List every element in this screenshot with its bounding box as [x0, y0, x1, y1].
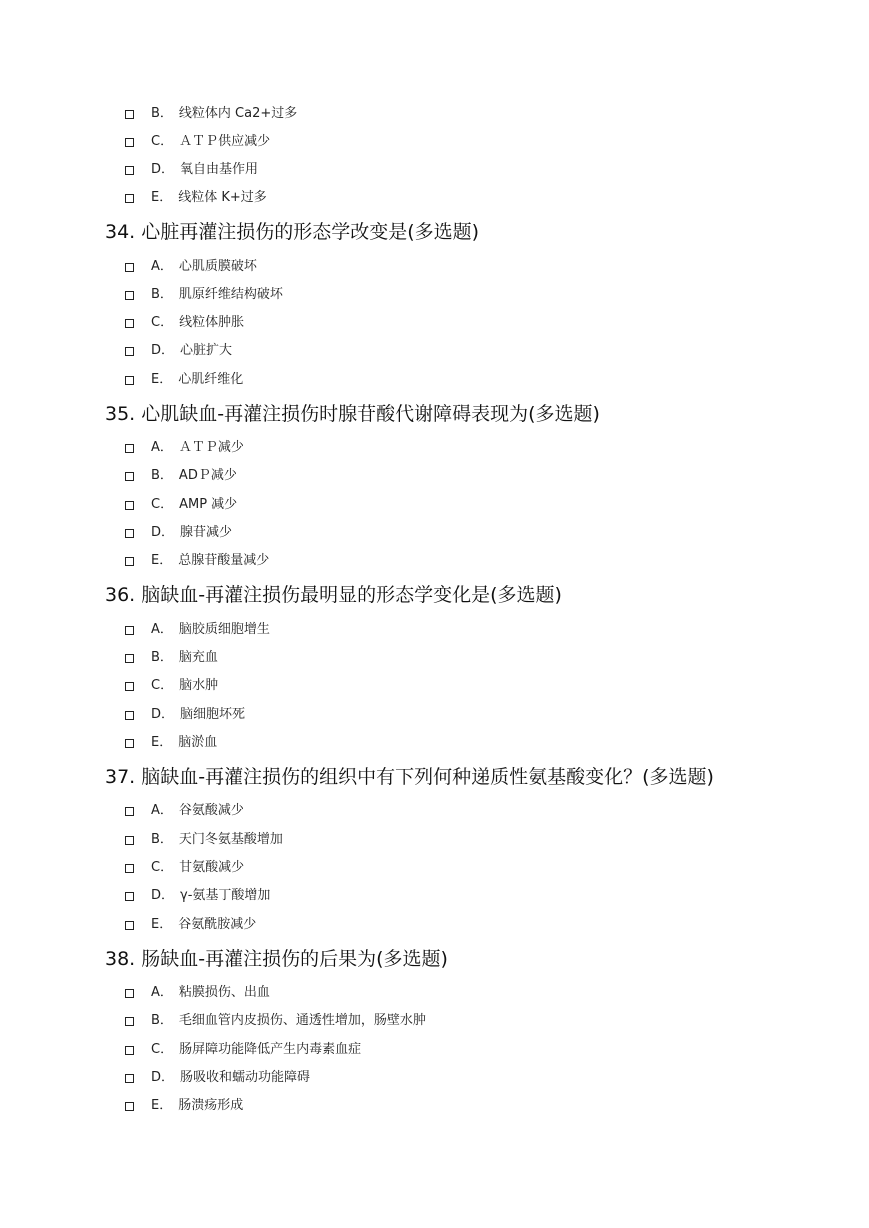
option-letter: E．	[151, 917, 173, 932]
option-letter: A．	[151, 622, 173, 637]
option-text: 腺苷减少	[180, 525, 233, 540]
checkbox-icon[interactable]	[125, 444, 134, 453]
option-letter: D．	[151, 707, 175, 722]
checkbox-icon[interactable]	[125, 110, 134, 119]
checkbox-icon[interactable]	[125, 682, 134, 691]
checkbox-icon[interactable]	[125, 263, 134, 272]
option-letter: E．	[151, 1098, 173, 1113]
option-e[interactable]	[125, 370, 243, 390]
option-text: 心肌质膜破坏	[178, 259, 257, 274]
checkbox-icon[interactable]	[125, 626, 134, 635]
option-text: 脑淤血	[178, 735, 218, 750]
option-d[interactable]	[125, 160, 258, 180]
checkbox-icon[interactable]	[125, 654, 134, 663]
checkbox-icon[interactable]	[125, 291, 134, 300]
option-e[interactable]	[125, 733, 217, 753]
option-a[interactable]	[125, 801, 244, 821]
option-text: 脑胶质细胞增生	[178, 622, 270, 637]
checkbox-icon[interactable]	[125, 194, 134, 203]
option-letter: B．	[151, 1013, 173, 1028]
option-text: 肠溃疡形成	[178, 1098, 244, 1113]
option-text: ＡＴＰ减少	[178, 440, 244, 455]
option-text: 脑水肿	[179, 678, 219, 693]
checkbox-icon[interactable]	[125, 711, 134, 720]
option-text: 毛细血管内皮损伤、通透性增加，肠壁水肿	[178, 1013, 426, 1028]
checkbox-icon[interactable]	[125, 892, 134, 901]
option-a[interactable]	[125, 438, 244, 458]
option-text: ADＰ减少	[178, 468, 237, 483]
checkbox-icon[interactable]	[125, 1074, 134, 1083]
option-letter: E．	[151, 735, 173, 750]
option-text: 谷氨酰胺减少	[178, 917, 257, 932]
checkbox-icon[interactable]	[125, 319, 134, 328]
option-letter: A．	[151, 985, 173, 1000]
checkbox-icon[interactable]	[125, 347, 134, 356]
option-text: 心肌纤维化	[178, 372, 244, 387]
option-letter: C．	[151, 1042, 174, 1057]
option-c[interactable]	[125, 1040, 361, 1060]
option-b[interactable]	[125, 1011, 426, 1031]
option-text: γ-氨基丁酸增加	[180, 888, 271, 903]
option-letter: D．	[151, 888, 175, 903]
option-letter: B．	[151, 650, 173, 665]
option-letter: B．	[151, 287, 173, 302]
option-letter: C．	[151, 678, 174, 693]
checkbox-icon[interactable]	[125, 501, 134, 510]
checkbox-icon[interactable]	[125, 739, 134, 748]
option-c[interactable]	[125, 495, 237, 515]
option-d[interactable]	[125, 886, 270, 906]
checkbox-icon[interactable]	[125, 472, 134, 481]
option-b[interactable]	[125, 830, 283, 850]
checkbox-icon[interactable]	[125, 557, 134, 566]
option-text: 粘膜损伤、出血	[178, 985, 270, 1000]
option-letter: D．	[151, 1070, 175, 1085]
question-35-title: 35. 心肌缺血-再灌注损伤时腺苷酸代谢障碍表现为(多选题)	[105, 403, 600, 425]
option-letter: C．	[151, 134, 174, 149]
option-text: 总腺苷酸量减少	[178, 553, 270, 568]
option-a[interactable]	[125, 983, 270, 1003]
checkbox-icon[interactable]	[125, 166, 134, 175]
option-letter: D．	[151, 162, 175, 177]
option-letter: D．	[151, 525, 175, 540]
checkbox-icon[interactable]	[125, 864, 134, 873]
option-b[interactable]	[125, 466, 237, 486]
option-text: 线粒体 K+过多	[178, 190, 267, 205]
question-34-title: 34. 心脏再灌注损伤的形态学改变是(多选题)	[105, 221, 480, 243]
checkbox-icon[interactable]	[125, 836, 134, 845]
option-c[interactable]	[125, 132, 270, 152]
option-d[interactable]	[125, 341, 232, 361]
option-c[interactable]	[125, 858, 244, 878]
option-e[interactable]	[125, 551, 269, 571]
option-letter: E．	[151, 553, 173, 568]
option-d[interactable]	[125, 705, 245, 725]
checkbox-icon[interactable]	[125, 529, 134, 538]
option-text: 天门冬氨基酸增加	[178, 832, 283, 847]
checkbox-icon[interactable]	[125, 1046, 134, 1055]
option-text: 线粒体内 Ca2+过多	[178, 106, 298, 121]
option-letter: E．	[151, 190, 173, 205]
question-36-title: 36. 脑缺血-再灌注损伤最明显的形态学变化是(多选题)	[105, 584, 562, 606]
option-text: 线粒体肿胀	[179, 315, 245, 330]
option-a[interactable]	[125, 620, 270, 640]
option-letter: B．	[151, 106, 173, 121]
option-letter: C．	[151, 860, 174, 875]
option-letter: A．	[151, 259, 173, 274]
checkbox-icon[interactable]	[125, 376, 134, 385]
checkbox-icon[interactable]	[125, 921, 134, 930]
option-a[interactable]	[125, 257, 257, 277]
checkbox-icon[interactable]	[125, 1102, 134, 1111]
option-text: 脑细胞坏死	[180, 707, 246, 722]
option-e[interactable]	[125, 915, 256, 935]
option-text: AMP 减少	[179, 497, 238, 512]
option-text: ＡＴＰ供应减少	[179, 134, 271, 149]
option-letter: E．	[151, 372, 173, 387]
option-text: 甘氨酸减少	[179, 860, 245, 875]
checkbox-icon[interactable]	[125, 989, 134, 998]
question-37-title: 37. 脑缺血-再灌注损伤的组织中有下列何种递质性氨基酸变化？(多选题)	[105, 766, 714, 788]
option-text: 肌原纤维结构破坏	[178, 287, 283, 302]
option-text: 谷氨酸减少	[178, 803, 244, 818]
option-d[interactable]	[125, 1068, 310, 1088]
option-d[interactable]	[125, 523, 232, 543]
checkbox-icon[interactable]	[125, 1017, 134, 1026]
option-letter: B．	[151, 832, 173, 847]
option-e[interactable]	[125, 1096, 243, 1116]
option-text: 脑充血	[178, 650, 218, 665]
option-letter: A．	[151, 803, 173, 818]
option-text: 心脏扩大	[180, 343, 233, 358]
option-letter: D．	[151, 343, 175, 358]
option-e[interactable]	[125, 188, 267, 208]
option-c[interactable]	[125, 313, 244, 333]
option-text: 肠屏障功能降低产生内毒素血症	[179, 1042, 362, 1057]
option-b[interactable]	[125, 648, 218, 668]
option-text: 氧自由基作用	[180, 162, 259, 177]
option-text: 肠吸收和蠕动功能障碍	[180, 1070, 311, 1085]
question-38-title: 38. 肠缺血-再灌注损伤的后果为(多选题)	[105, 948, 448, 970]
option-letter: C．	[151, 497, 174, 512]
checkbox-icon[interactable]	[125, 807, 134, 816]
option-letter: A．	[151, 440, 173, 455]
checkbox-icon[interactable]	[125, 138, 134, 147]
option-letter: B．	[151, 468, 173, 483]
option-letter: C．	[151, 315, 174, 330]
option-b[interactable]	[125, 285, 283, 305]
option-c[interactable]	[125, 676, 218, 696]
option-b[interactable]	[125, 104, 297, 124]
